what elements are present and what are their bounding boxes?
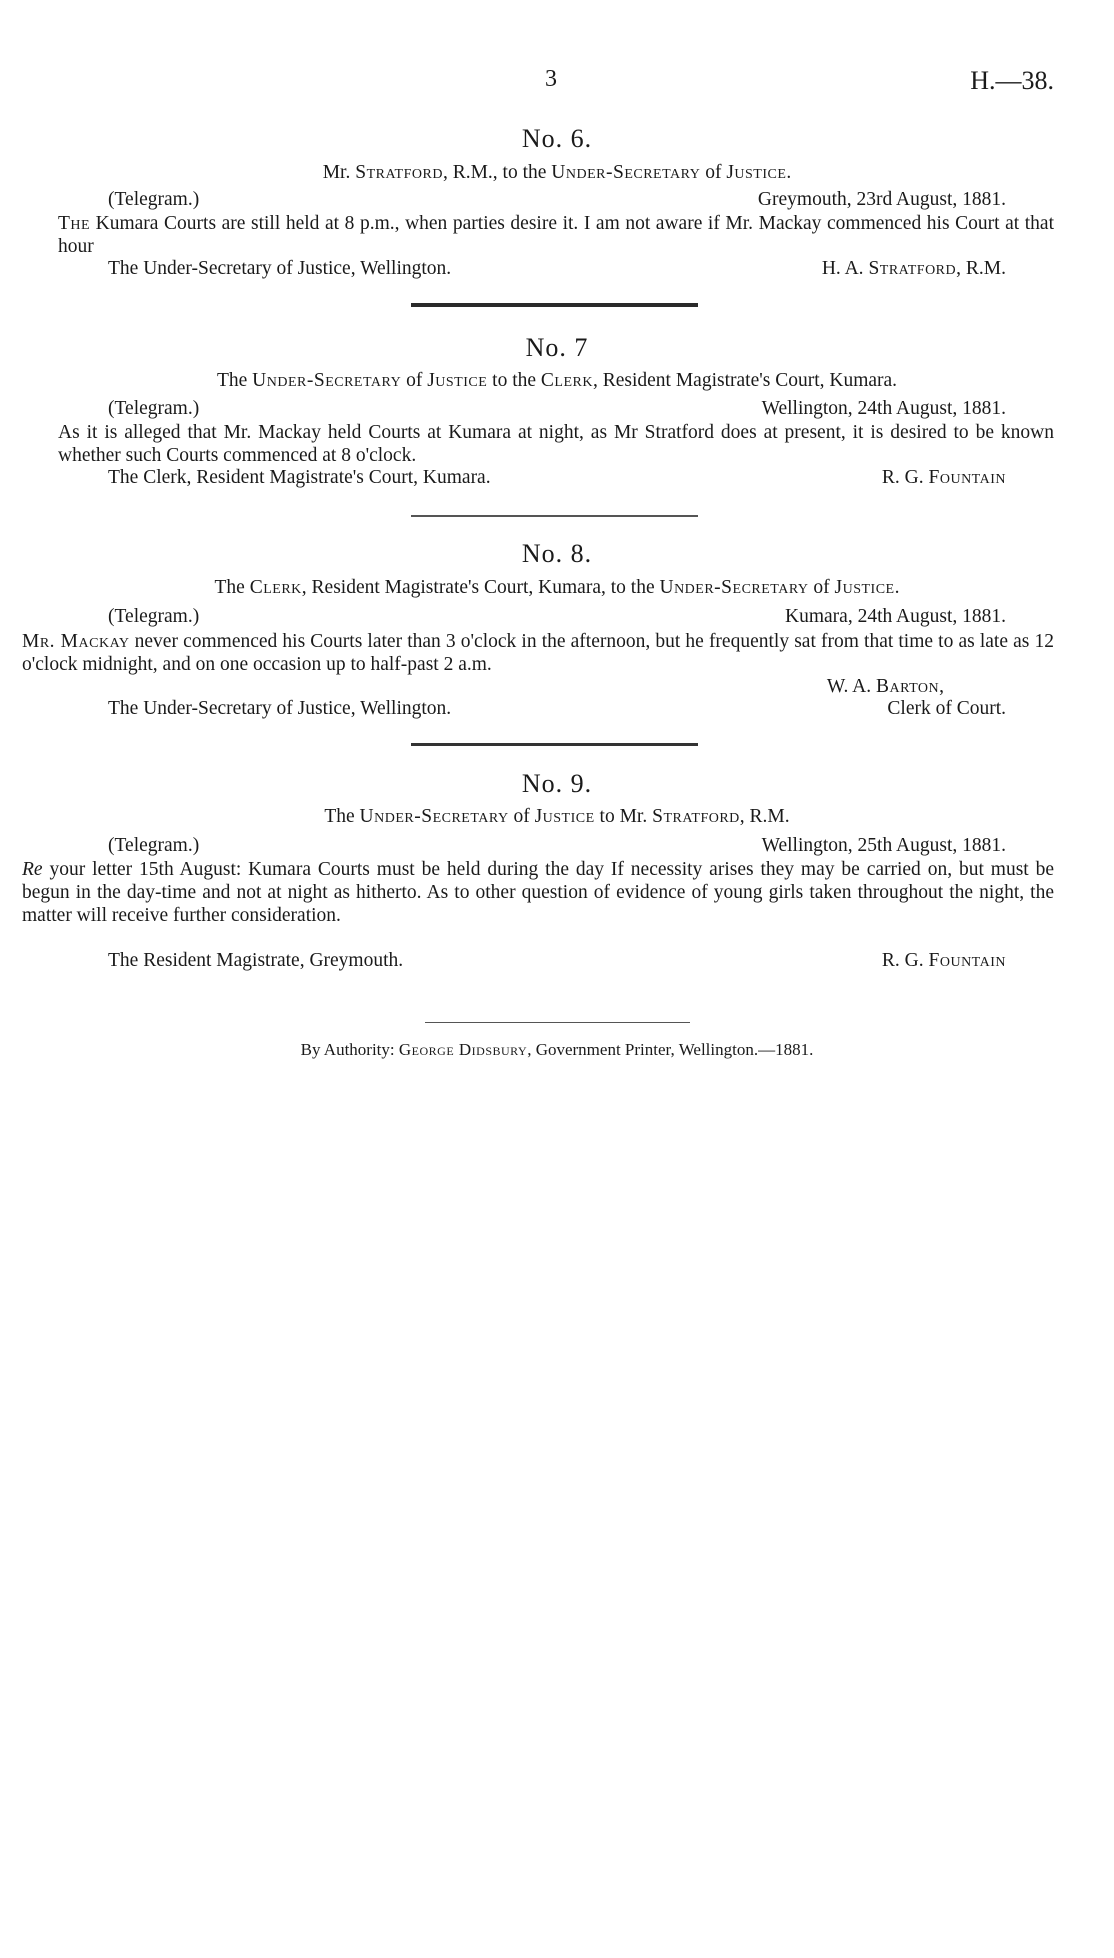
lead-word: The — [58, 213, 91, 234]
signature-part: R. G. — [881, 467, 929, 488]
section-address — [0, 806, 1114, 828]
address-part: Under-Secretary — [252, 370, 402, 391]
address-part: The — [214, 577, 250, 598]
section-address — [0, 577, 1114, 599]
signature-part: Barton — [875, 676, 940, 697]
address-part: Under-Secretary — [659, 577, 809, 598]
section-divider — [411, 743, 698, 746]
address-part: The — [216, 370, 253, 391]
address-part: , R.M. — [739, 806, 790, 827]
section-heading: No. 6. — [521, 124, 593, 153]
section-divider — [411, 515, 698, 517]
imprint-part: George Didsbury — [398, 1040, 528, 1059]
signature — [822, 258, 1006, 280]
body-text: your letter 15th August: Kumara Courts must be held during the day If necessity arises they may be carried on, but must be begun in the day-time and not at night as hitherto. As to other question of evidence of young girls taken throughout the night, the matter will receive further consideration. — [22, 859, 1054, 926]
address-part: Stratford — [652, 806, 740, 827]
signature — [882, 467, 1006, 489]
address-part: Mr. — [322, 162, 356, 183]
signature — [827, 676, 944, 698]
document-reference: H.—38. — [970, 66, 1054, 95]
address-part: . — [894, 577, 900, 598]
address-part: , Resident Magistrate's Court, Kumara. — [592, 370, 898, 391]
message-body — [22, 630, 1054, 676]
address-part: Under-Secretary — [359, 806, 509, 827]
address-part: . — [786, 162, 792, 183]
section-heading: No. 7 — [525, 333, 589, 362]
section-address — [0, 370, 1114, 392]
signature-part: Fountain — [928, 950, 1006, 971]
telegram-label: (Telegram.) — [108, 189, 200, 210]
recipient: The Clerk, Resident Magistrate's Court, Kumara. — [108, 467, 491, 488]
address-part: of — [808, 577, 835, 598]
telegram-label: (Telegram.) — [108, 835, 200, 856]
recipient: The Under-Secretary of Justice, Wellington. — [108, 698, 452, 719]
address-part: Justice — [726, 162, 787, 183]
signature-part: , — [939, 676, 944, 697]
signature-title: Clerk of Court. — [887, 698, 1006, 719]
recipient: The Under-Secretary of Justice, Wellington. — [108, 258, 452, 279]
footer-divider — [425, 1022, 690, 1023]
lead-word: Re — [22, 859, 43, 880]
signature-part: Stratford — [868, 258, 957, 279]
address-part: Stratford — [355, 162, 443, 183]
address-part: Clerk — [249, 577, 302, 598]
address-part: of — [700, 162, 727, 183]
address-part: of — [401, 370, 428, 391]
address-part: Clerk — [540, 370, 593, 391]
address-part: Justice — [834, 577, 895, 598]
signature-part: , R.M. — [956, 258, 1006, 279]
address-part: to the — [487, 370, 541, 391]
place-date: Kumara, 24th August, 1881. — [785, 606, 1006, 627]
address-part: of — [508, 806, 535, 827]
body-text: never commenced his Courts later than 3 o'clock in the afternoon, but he frequently sat from that time to as late as 12 o'clock midnight, and on one occasion up to half-past 2 a.m. — [22, 631, 1054, 675]
imprint-part: By Authority: — [300, 1040, 399, 1059]
address-part: , R.M., to the — [442, 162, 552, 183]
telegram-label: (Telegram.) — [108, 398, 200, 419]
place-date: Wellington, 24th August, 1881. — [761, 398, 1006, 419]
section-address — [0, 162, 1114, 184]
place-date: Wellington, 25th August, 1881. — [761, 835, 1006, 856]
address-part: , Resident Magistrate's Court, Kumara, to the — [301, 577, 660, 598]
signature-part: R. G. — [881, 950, 929, 971]
signature-part: W. A. — [826, 676, 876, 697]
signature-part: H. A. — [821, 258, 869, 279]
lead-word: Mr. Mackay — [22, 631, 130, 652]
imprint-part: , Government Printer, Wellington.—1881. — [527, 1040, 814, 1059]
recipient: The Resident Magistrate, Greymouth. — [108, 950, 404, 971]
section-divider — [411, 303, 698, 307]
address-part: Under-Secretary — [551, 162, 701, 183]
address-part: Justice — [534, 806, 595, 827]
address-part: Justice — [427, 370, 488, 391]
signature — [882, 950, 1006, 972]
telegram-label: (Telegram.) — [108, 606, 200, 627]
printer-imprint — [0, 1040, 1114, 1060]
message-body: As it is alleged that Mr. Mackay held Courts at Kumara at night, as Mr Stratford does at present, it is desired to be known whether such Courts commenced at 8 o'clock. — [58, 422, 1054, 466]
body-text: Kumara Courts are still held at 8 p.m., when parties desire it. I am not aware if Mr. Mackay commenced his Court at that hour — [58, 213, 1054, 257]
address-part: to Mr. — [594, 806, 653, 827]
section-heading: No. 8. — [521, 539, 593, 568]
page-number: 3 — [545, 66, 557, 92]
signature-part: Fountain — [928, 467, 1006, 488]
message-body — [22, 858, 1054, 927]
section-heading: No. 9. — [521, 769, 593, 798]
message-body — [58, 212, 1054, 258]
place-date: Greymouth, 23rd August, 1881. — [757, 189, 1006, 210]
address-part: The — [324, 806, 360, 827]
